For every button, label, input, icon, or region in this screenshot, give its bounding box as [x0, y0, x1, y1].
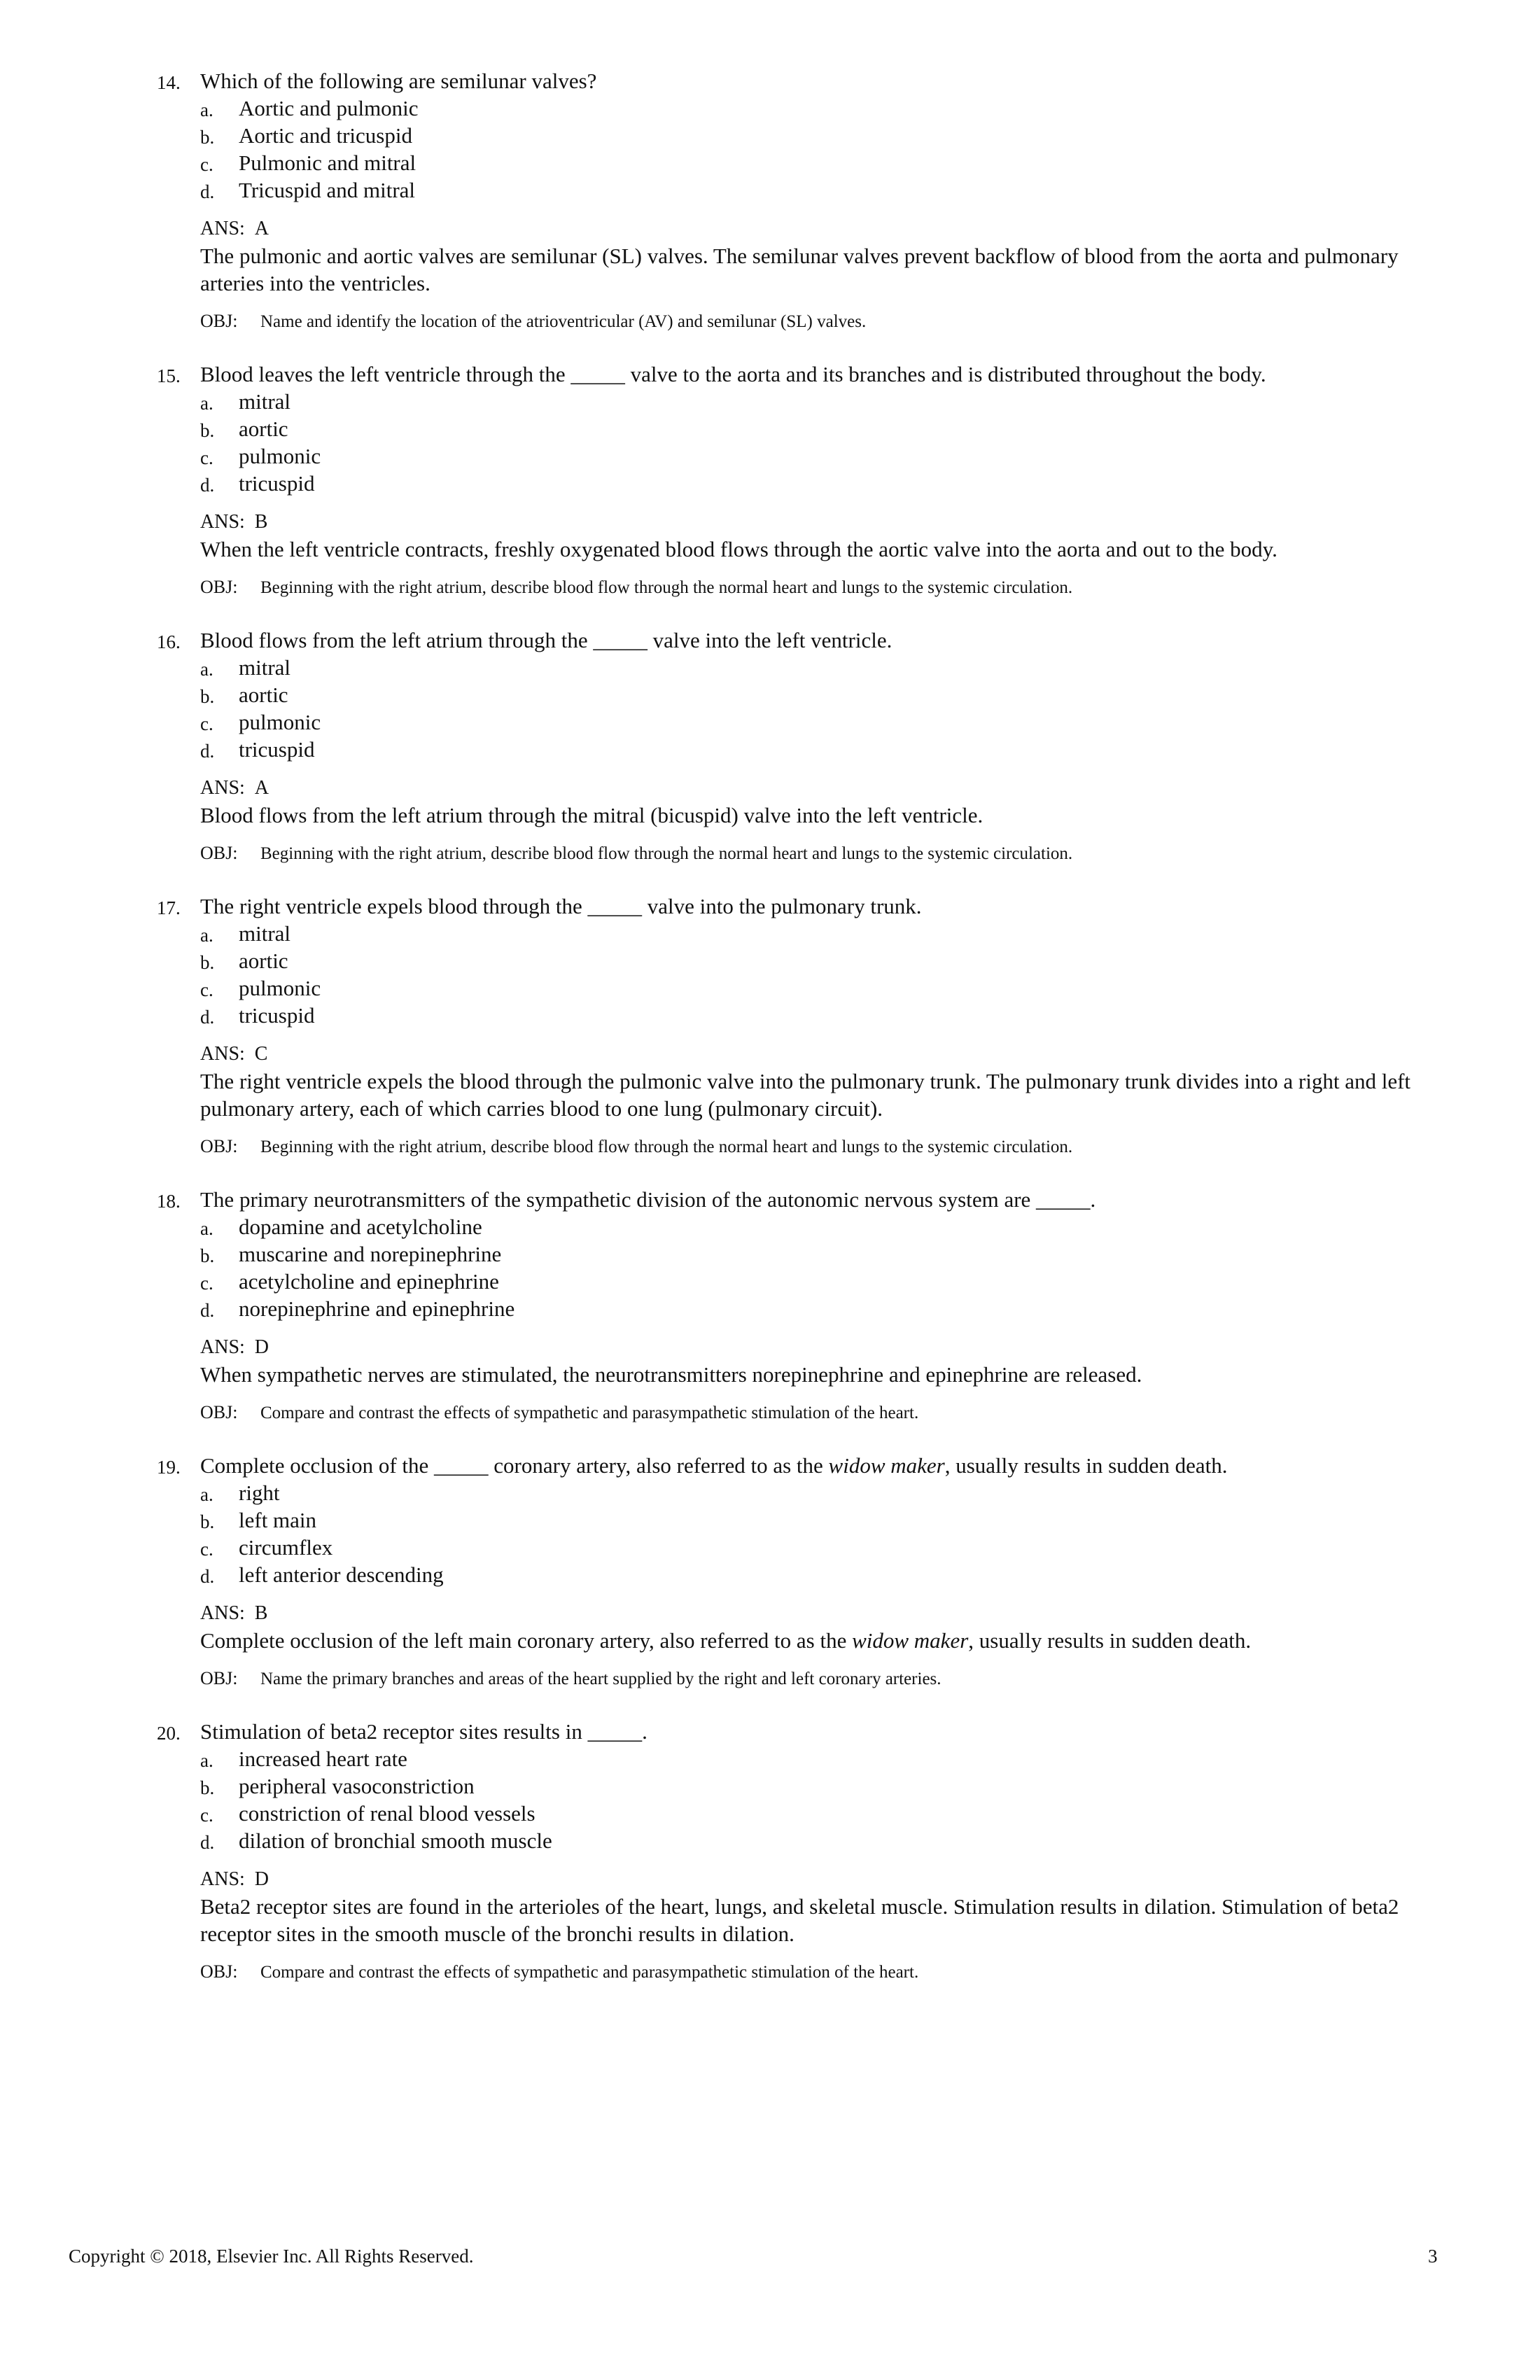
option-letter: c. [200, 447, 214, 468]
objective-text: Name the primary branches and areas of the heart supplied by the right and left coronary arteries. [260, 1670, 941, 1688]
option-letter: d. [200, 1007, 215, 1028]
objective-label: OBJ: [200, 1402, 238, 1422]
explanation-text: , usually results in sudden death. [968, 1628, 1252, 1653]
answer-option [0, 176, 1540, 204]
explanation-text: widow maker [852, 1628, 969, 1653]
answer-option [0, 1772, 1540, 1800]
option-letter: b. [200, 686, 215, 707]
question-text: Complete occlusion of the _____ coronary artery, also referred to as the [200, 1453, 829, 1478]
option-text: tricuspid [239, 737, 315, 762]
option-letter: d. [200, 741, 215, 762]
answer-options [0, 654, 1540, 763]
question-block [0, 626, 1540, 866]
answer-value: D [254, 1336, 270, 1358]
option-letter: a. [200, 1750, 214, 1771]
explanation-text: Blood flows from the left atrium through the mitral (bicuspid) valve into the left ventricle. [200, 803, 983, 827]
option-text: aortic [239, 682, 288, 707]
learning-objective [0, 1960, 1540, 1984]
option-letter: d. [200, 181, 215, 202]
answer-explanation [0, 536, 1540, 563]
answer-option [0, 974, 1540, 1002]
option-letter: c. [200, 1273, 214, 1294]
objective-label: OBJ: [200, 1961, 238, 1982]
answer-label: ANS: [200, 1602, 245, 1624]
option-letter: c. [200, 1805, 214, 1826]
question-block [0, 892, 1540, 1159]
answer-option [0, 1506, 1540, 1534]
question-text: Blood leaves the left ventricle through the _____ valve to the aorta and its branches and is distributed throughout the body. [200, 362, 1266, 386]
answer-options [0, 1745, 1540, 1854]
answer-option [0, 1534, 1540, 1561]
question-text: , usually results in sudden death. [944, 1453, 1228, 1478]
option-text: peripheral vasoconstriction [239, 1774, 475, 1798]
question-text: widow maker [828, 1453, 945, 1478]
option-text: left main [239, 1508, 317, 1532]
question-stem [0, 1718, 1540, 1745]
objective-text: Name and identify the location of the atrioventricular (AV) and semilunar (SL) valves. [260, 312, 867, 331]
option-text: tricuspid [239, 1003, 315, 1028]
answer-key [0, 1040, 1540, 1068]
question-text: Blood flows from the left atrium through the _____ valve into the left ventricle. [200, 628, 892, 652]
question-number: 19. [157, 1457, 181, 1478]
answer-label: ANS: [200, 777, 245, 799]
answer-value: D [254, 1868, 270, 1890]
answer-option [0, 149, 1540, 176]
option-text: constriction of renal blood vessels [239, 1801, 536, 1826]
answer-key [0, 1334, 1540, 1361]
question-number: 20. [157, 1723, 181, 1744]
question-block [0, 1718, 1540, 1984]
question-number: 14. [157, 72, 181, 93]
option-text: dilation of bronchial smooth muscle [239, 1828, 552, 1853]
answer-key [0, 1600, 1540, 1627]
question-list [0, 67, 1540, 2011]
answer-option [0, 947, 1540, 974]
option-text: dopamine and acetylcholine [239, 1214, 482, 1239]
answer-option [0, 736, 1540, 763]
question-stem [0, 626, 1540, 654]
answer-option [0, 1240, 1540, 1268]
answer-label: ANS: [200, 1868, 245, 1890]
explanation-text: When the left ventricle contracts, freshly oxygenated blood flows through the aortic valve into the aorta and out to the body. [200, 537, 1278, 561]
answer-value: A [254, 218, 270, 239]
option-text: Aortic and tricuspid [239, 123, 412, 148]
answer-option [0, 1479, 1540, 1506]
objective-text: Compare and contrast the effects of sympathetic and parasympathetic stimulation of the heart. [260, 1404, 919, 1422]
option-letter: b. [200, 127, 215, 148]
answer-key [0, 215, 1540, 242]
option-letter: a. [200, 393, 214, 414]
option-letter: a. [200, 1484, 214, 1505]
option-text: norepinephrine and epinephrine [239, 1296, 515, 1321]
answer-options [0, 1479, 1540, 1588]
question-text: The primary neurotransmitters of the sympathetic division of the autonomic nervous system are _____. [200, 1187, 1096, 1212]
option-letter: b. [200, 420, 215, 441]
option-letter: b. [200, 1511, 215, 1532]
question-number: 17. [157, 897, 181, 918]
explanation-text: The right ventricle expels the blood through the pulmonic valve into the pulmonary trunk. The pulmonary trunk divides into a right and left pulmonary artery, each of which carries blood to one lung (pulmonary circuit). [200, 1069, 1411, 1121]
answer-option [0, 1827, 1540, 1854]
option-text: mitral [239, 655, 291, 680]
answer-option [0, 1295, 1540, 1322]
option-text: pulmonic [239, 444, 321, 468]
objective-text: Compare and contrast the effects of sympathetic and parasympathetic stimulation of the heart. [260, 1963, 919, 1982]
footer-page-number: 3 [1428, 2246, 1438, 2267]
answer-explanation [0, 242, 1540, 297]
option-letter: a. [200, 659, 214, 680]
answer-explanation [0, 1361, 1540, 1388]
answer-option [0, 442, 1540, 470]
answer-key [0, 774, 1540, 802]
answer-value: B [254, 511, 268, 533]
answer-options [0, 920, 1540, 1029]
option-text: mitral [239, 921, 291, 946]
option-letter: a. [200, 99, 214, 120]
answer-option [0, 415, 1540, 442]
answer-key [0, 508, 1540, 536]
option-text: Tricuspid and mitral [239, 178, 416, 202]
explanation-text: When sympathetic nerves are stimulated, the neurotransmitters norepinephrine and epinephrine are released. [200, 1362, 1142, 1387]
explanation-text: Beta2 receptor sites are found in the arterioles of the heart, lungs, and skeletal muscle. Stimulation results in dilation. Stimulation of beta2 receptor sites in the smooth muscle of the bronchi results in dilation. [200, 1894, 1399, 1946]
option-letter: b. [200, 1777, 215, 1798]
option-letter: d. [200, 475, 215, 496]
answer-option [0, 1268, 1540, 1295]
answer-label: ANS: [200, 511, 245, 533]
learning-objective [0, 841, 1540, 866]
answer-value: C [254, 1043, 268, 1065]
answer-explanation [0, 1893, 1540, 1947]
option-letter: c. [200, 154, 214, 175]
question-text: The right ventricle expels blood through the _____ valve into the pulmonary trunk. [200, 894, 922, 918]
question-text: Stimulation of beta2 receptor sites results in _____. [200, 1719, 648, 1744]
answer-value: A [254, 777, 270, 799]
answer-option [0, 388, 1540, 415]
answer-options [0, 1213, 1540, 1322]
option-letter: c. [200, 1539, 214, 1560]
learning-objective [0, 575, 1540, 600]
answer-explanation [0, 1068, 1540, 1122]
question-stem [0, 892, 1540, 920]
question-stem [0, 67, 1540, 94]
answer-option [0, 1745, 1540, 1772]
option-text: Pulmonic and mitral [239, 150, 416, 175]
question-number: 15. [157, 365, 181, 386]
answer-label: ANS: [200, 218, 245, 239]
answer-explanation [0, 1627, 1540, 1654]
option-text: aortic [239, 416, 288, 441]
option-text: acetylcholine and epinephrine [239, 1269, 499, 1294]
objective-text: Beginning with the right atrium, describe blood flow through the normal heart and lungs to the systemic circulation. [260, 844, 1073, 863]
option-text: Aortic and pulmonic [239, 96, 419, 120]
option-letter: d. [200, 1832, 215, 1853]
objective-label: OBJ: [200, 1668, 238, 1688]
answer-option [0, 681, 1540, 708]
question-number: 18. [157, 1191, 181, 1212]
answer-options [0, 94, 1540, 204]
option-letter: c. [200, 713, 214, 734]
objective-text: Beginning with the right atrium, describe blood flow through the normal heart and lungs to the systemic circulation. [260, 1138, 1073, 1156]
option-text: muscarine and norepinephrine [239, 1242, 502, 1266]
option-text: tricuspid [239, 471, 315, 496]
option-letter: a. [200, 925, 214, 946]
option-letter: d. [200, 1566, 215, 1587]
answer-label: ANS: [200, 1043, 245, 1065]
answer-option [0, 1561, 1540, 1588]
learning-objective [0, 309, 1540, 334]
option-letter: b. [200, 1245, 215, 1266]
option-text: left anterior descending [239, 1562, 444, 1587]
answer-option [0, 122, 1540, 149]
answer-option [0, 708, 1540, 736]
explanation-text: Complete occlusion of the left main coronary artery, also referred to as the [200, 1628, 853, 1653]
answer-label: ANS: [200, 1336, 245, 1358]
question-number: 16. [157, 631, 181, 652]
learning-objective [0, 1135, 1540, 1159]
option-text: right [239, 1480, 280, 1505]
option-letter: a. [200, 1218, 214, 1239]
answer-option [0, 1800, 1540, 1827]
answer-value: B [254, 1602, 268, 1624]
answer-option [0, 920, 1540, 947]
option-text: circumflex [239, 1535, 333, 1560]
objective-label: OBJ: [200, 311, 238, 331]
learning-objective [0, 1401, 1540, 1425]
answer-option [0, 1213, 1540, 1240]
option-text: mitral [239, 389, 291, 414]
answer-key [0, 1865, 1540, 1893]
footer-copyright: Copyright © 2018, Elsevier Inc. All Rights Reserved. [69, 2246, 474, 2267]
option-letter: d. [200, 1300, 215, 1321]
question-stem [0, 360, 1540, 388]
question-text: Which of the following are semilunar valves? [200, 69, 597, 93]
question-block [0, 1186, 1540, 1425]
option-text: pulmonic [239, 710, 321, 734]
objective-label: OBJ: [200, 1136, 238, 1156]
objective-label: OBJ: [200, 843, 238, 863]
option-letter: c. [200, 979, 214, 1000]
question-block [0, 67, 1540, 334]
explanation-text: The pulmonic and aortic valves are semilunar (SL) valves. The semilunar valves prevent backflow of blood from the aorta and pulmonary arteries into the ventricles. [200, 244, 1399, 295]
option-text: increased heart rate [239, 1746, 407, 1771]
objective-text: Beginning with the right atrium, describe blood flow through the normal heart and lungs to the systemic circulation. [260, 578, 1073, 597]
answer-options [0, 388, 1540, 497]
objective-label: OBJ: [200, 577, 238, 597]
answer-option [0, 1002, 1540, 1029]
answer-option [0, 654, 1540, 681]
question-block [0, 1452, 1540, 1691]
learning-objective [0, 1667, 1540, 1691]
question-stem [0, 1452, 1540, 1479]
option-text: pulmonic [239, 976, 321, 1000]
answer-option [0, 94, 1540, 122]
answer-explanation [0, 802, 1540, 829]
question-block [0, 360, 1540, 600]
option-text: aortic [239, 948, 288, 973]
option-letter: b. [200, 952, 215, 973]
question-stem [0, 1186, 1540, 1213]
answer-option [0, 470, 1540, 497]
